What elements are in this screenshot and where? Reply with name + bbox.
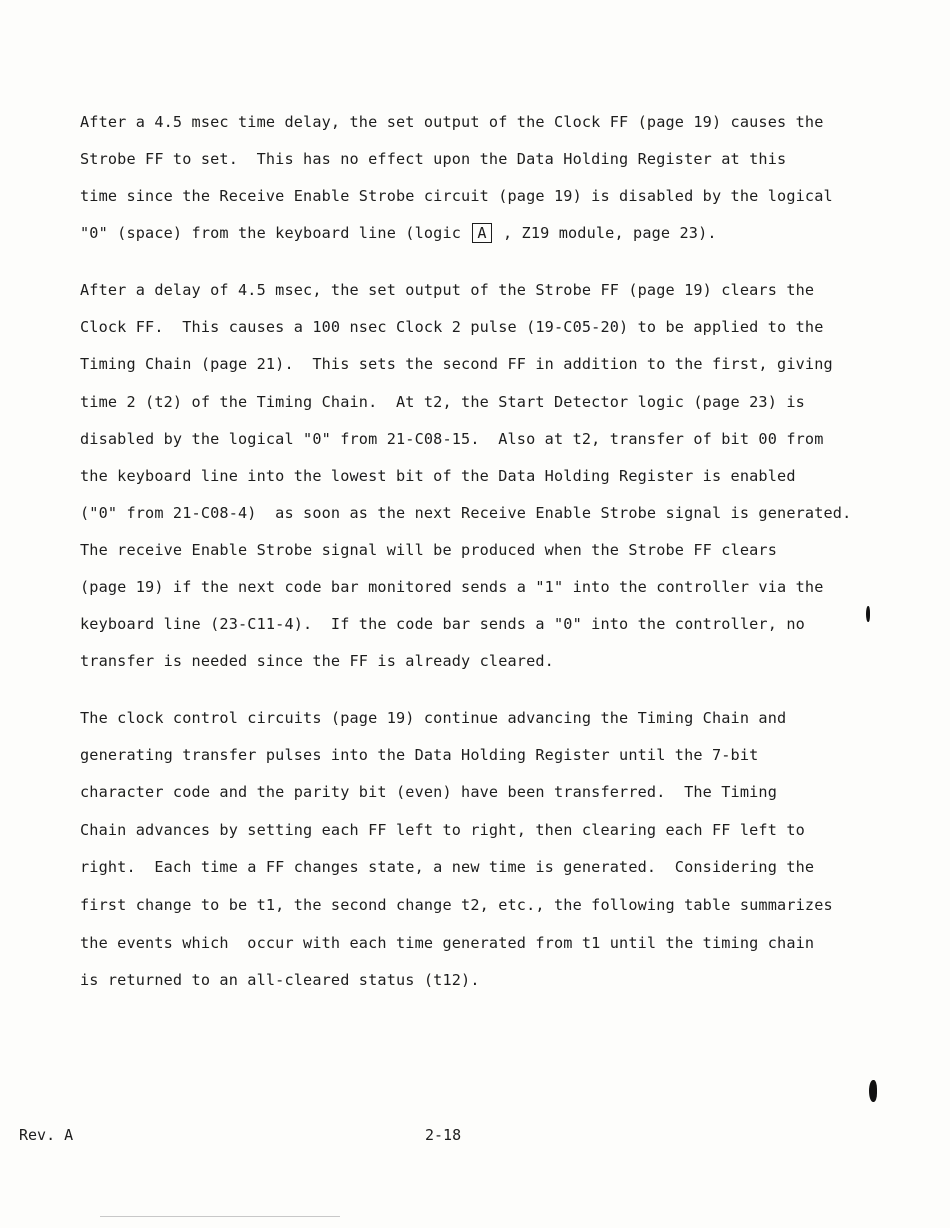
paragraph-2-line-5: disabled by the logical "0" from 21-C08-15. Also at t2, transfer of bit 00 from xyxy=(80,430,824,448)
paragraph-2-line-4: time 2 (t2) of the Timing Chain. At t2, the Start Detector logic (page 23) is xyxy=(80,393,805,411)
paragraph-1-line-1: After a 4.5 msec time delay, the set output of the Clock FF (page 19) causes the xyxy=(80,113,824,131)
paragraph-3-line-1: The clock control circuits (page 19) continue advancing the Timing Chain and xyxy=(80,709,787,727)
logic-box-label: A xyxy=(472,223,491,243)
margin-change-bar-mark xyxy=(866,606,870,622)
page-number: 2-18 xyxy=(425,1126,462,1144)
paragraph-2-line-6: the keyboard line into the lowest bit of the Data Holding Register is enabled xyxy=(80,467,796,485)
paragraph-2-line-1: After a delay of 4.5 msec, the set output of the Strobe FF (page 19) clears the xyxy=(80,281,815,299)
boxed-line-after: , Z19 module, page 23). xyxy=(502,224,717,242)
paragraph-3-line-6: first change to be t1, the second change t2, etc., the following table summarizes xyxy=(80,896,833,914)
scan-artifact-line xyxy=(100,1216,340,1217)
paragraph-3-line-3: character code and the parity bit (even) have been transferred. The Timing xyxy=(80,783,778,801)
paragraph-2-line-3: Timing Chain (page 21). This sets the second FF in addition to the first, giving xyxy=(80,355,833,373)
paragraph-2-line-9: (page 19) if the next code bar monitored sends a "1" into the controller via the xyxy=(80,578,824,596)
paragraph-1-line-4 xyxy=(80,223,717,243)
paragraph-3-line-7: the events which occur with each time generated from t1 until the timing chain xyxy=(80,934,815,952)
paragraph-2-line-7: ("0" from 21-C08-4) as soon as the next Receive Enable Strobe signal is generated. xyxy=(80,504,852,522)
paragraph-3-line-5: right. Each time a FF changes state, a new time is generated. Considering the xyxy=(80,858,815,876)
boxed-line-before: "0" (space) from the keyboard line (logic xyxy=(80,224,462,242)
paragraph-3-line-4: Chain advances by setting each FF left to right, then clearing each FF left to xyxy=(80,821,805,839)
paragraph-2-line-2: Clock FF. This causes a 100 nsec Clock 2 pulse (19-C05-20) to be applied to the xyxy=(80,318,824,336)
paragraph-1-line-3: time since the Receive Enable Strobe circuit (page 19) is disabled by the logical xyxy=(80,187,833,205)
paragraph-2-line-8: The receive Enable Strobe signal will be produced when the Strobe FF clears xyxy=(80,541,778,559)
margin-ink-mark xyxy=(869,1080,877,1102)
paragraph-1-line-2: Strobe FF to set. This has no effect upon the Data Holding Register at this xyxy=(80,150,787,168)
paragraph-2-line-10: keyboard line (23-C11-4). If the code bar sends a "0" into the controller, no xyxy=(80,615,805,633)
paragraph-3-line-2: generating transfer pulses into the Data Holding Register until the 7-bit xyxy=(80,746,759,764)
revision-label: Rev. A xyxy=(19,1126,74,1144)
paragraph-3-line-8: is returned to an all-cleared status (t12). xyxy=(80,971,480,989)
paragraph-2-line-11: transfer is needed since the FF is already cleared. xyxy=(80,652,554,670)
